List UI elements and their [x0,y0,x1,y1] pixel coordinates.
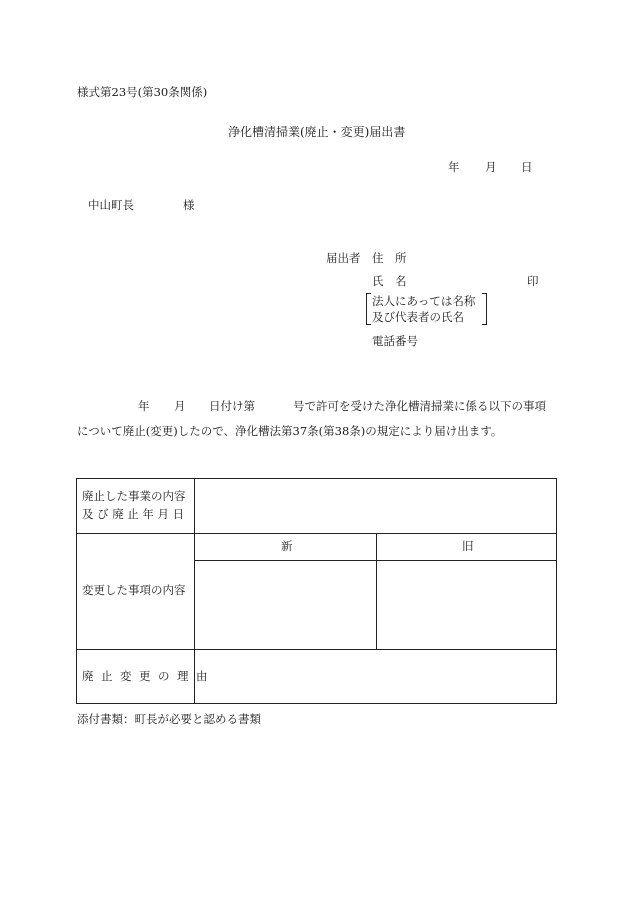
table-col-divider [376,533,377,649]
bracket-left [366,293,371,325]
body-year: 年 [138,399,150,413]
attachment-note: 添付書類：町長が必要と認める書類 [77,712,261,726]
body-month: 月 [174,399,186,413]
row3-label: 廃止変更の理由 [82,669,215,683]
body-line2: について廃止(変更)したので、浄化槽法第37条(第38条)の規定により届け出ます。 [77,424,503,438]
address-label: 住 所 [372,251,407,265]
seal-mark: 印 [527,274,539,288]
name-label: 氏 名 [372,274,407,288]
date-month-label: 月 [485,160,497,174]
table-row-divider-1 [76,533,557,534]
applicant-label: 届出者 [326,251,361,265]
body-dated: 日付け第 [209,399,255,413]
row1-label-line1: 廃止した事業の内容 [82,489,186,503]
corp-note-line2: 及び代表者の氏名 [372,310,464,324]
phone-label: 電話番号 [372,334,418,348]
row2-label: 変更した事項の内容 [82,583,186,597]
corp-note-line1: 法人にあっては名称 [372,294,476,308]
table-row-divider-2 [76,649,557,650]
col-new-header: 新 [281,539,293,553]
date-day-label: 日 [521,160,533,174]
document-title: 浄化槽清掃業(廃止・変更)届出書 [228,125,406,139]
bracket-right [482,293,487,325]
col-old-header: 旧 [462,539,474,553]
row1-label-line2: 及び廃止年月日 [82,507,188,521]
addressee-name: 中山町長 [88,198,134,212]
addressee-suffix: 様 [183,198,195,212]
form-number: 様式第23号(第30条関係) [77,85,208,99]
date-year-label: 年 [448,160,460,174]
body-line1-rest: 号で許可を受けた浄化槽清掃業に係る以下の事項 [293,399,546,413]
